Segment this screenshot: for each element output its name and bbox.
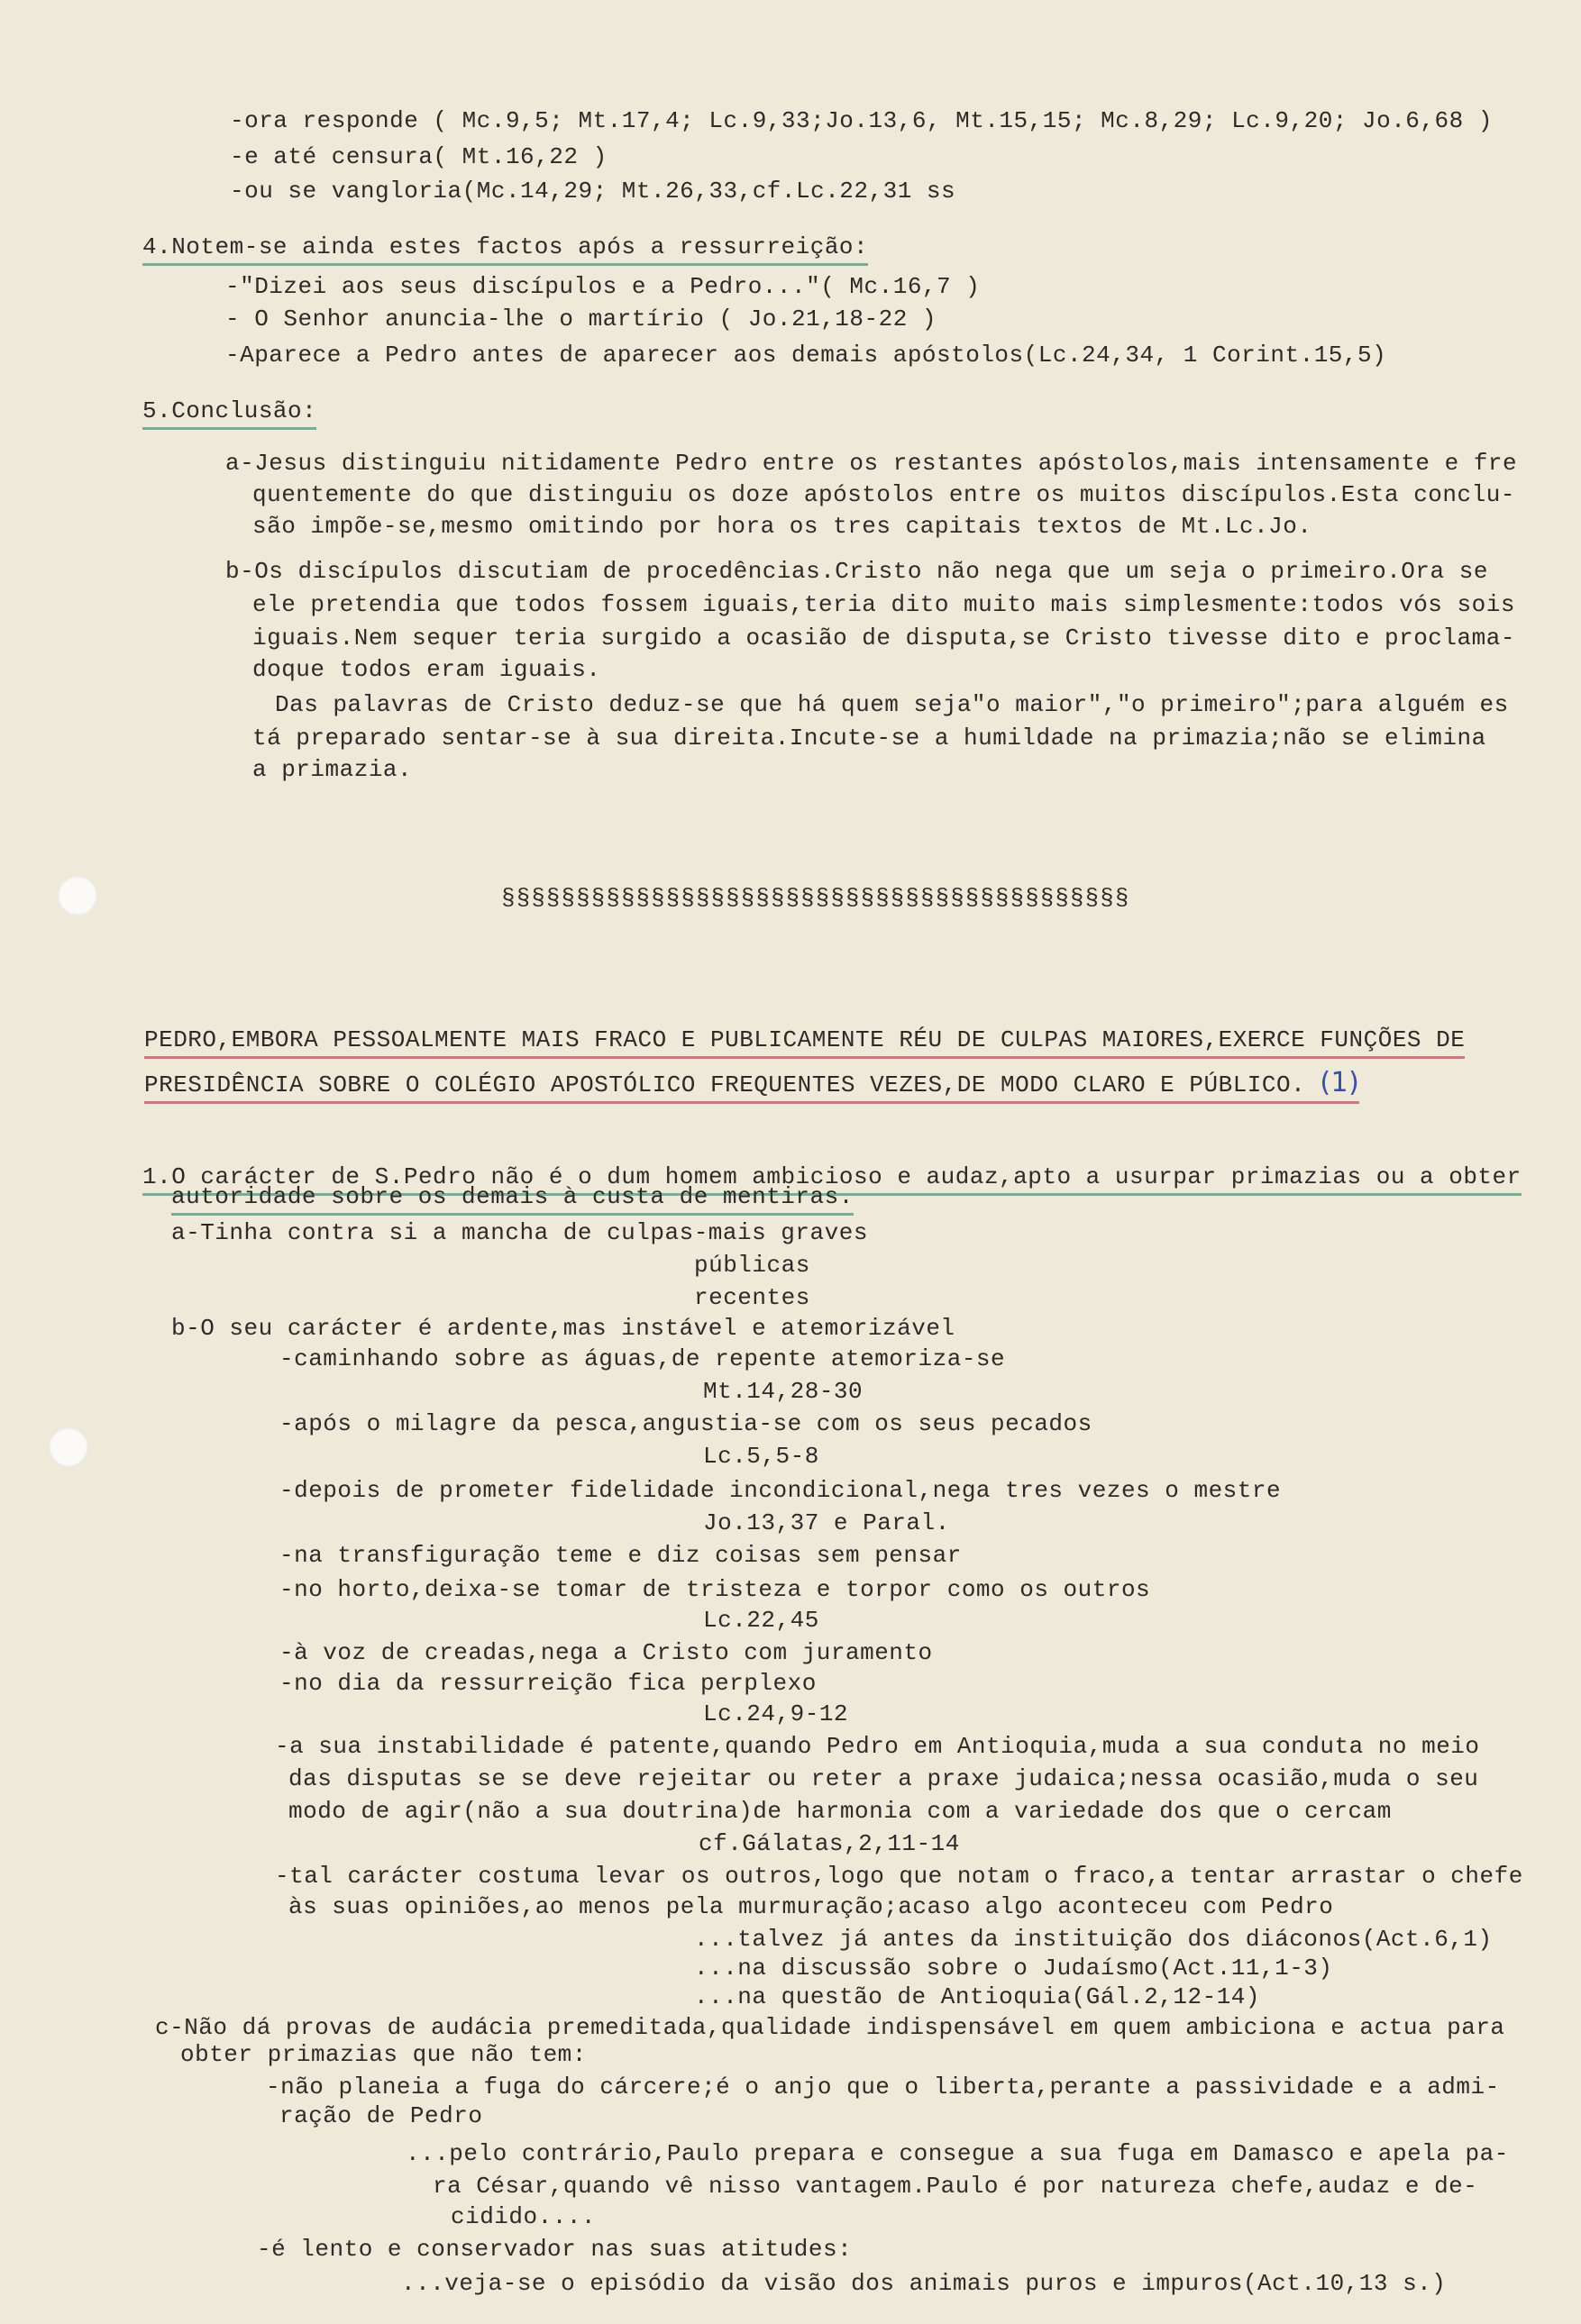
text-line: -ora responde ( Mc.9,5; Mt.17,4; Lc.9,33;Jo.13,6, Mt.15,15; Mc.8,29; Lc.9,20; Jo.6,68 )	[230, 107, 1493, 134]
text-line: ele pretendia que todos fossem iguais,teria dito muito mais simplesmente:todos vós sois	[252, 591, 1515, 618]
section-divider: §§§§§§§§§§§§§§§§§§§§§§§§§§§§§§§§§§§§§§§§§§	[501, 885, 1130, 912]
text-line: a-Tinha contra si a mancha de culpas-mais graves	[171, 1219, 868, 1246]
text-line: b-Os discípulos discutiam de procedências.Cristo não nega que um seja o primeiro.Ora se	[225, 558, 1488, 585]
text-line: Lc.5,5-8	[703, 1443, 819, 1470]
text-line: ...na discussão sobre o Judaísmo(Act.11,1-3)	[694, 1955, 1333, 1982]
footnote-marker: (1)	[1320, 1067, 1360, 1098]
text-line: -"Dizei aos seus discípulos e a Pedro..."( Mc.16,7 )	[225, 273, 981, 300]
text-line: ...veja-se o episódio da visão dos animais puros e impuros(Act.10,13 s.)	[401, 2270, 1447, 2297]
text-line: Jo.13,37 e Paral.	[703, 1509, 950, 1536]
text-line: iguais.Nem sequer teria surgido a ocasião de disputa,se Cristo tivesse dito e proclama-	[252, 624, 1515, 652]
text-line: Lc.24,9-12	[703, 1700, 849, 1727]
text-line: -ou se vangloria(Mc.14,29; Mt.26,33,cf.Lc.22,31 ss	[230, 178, 956, 205]
text-line: -depois de prometer fidelidade incondicional,nega tres vezes o mestre	[279, 1477, 1282, 1504]
punch-hole-bottom	[49, 1427, 88, 1467]
text-line: c-Não dá provas de audácia premeditada,qualidade indispensável em quem ambiciona e actua para	[155, 2014, 1505, 2041]
chapter-title-line-2	[144, 1069, 1359, 1104]
text-line: -no horto,deixa-se tomar de tristeza e torpor como os outros	[279, 1576, 1151, 1603]
text-line: doque todos eram iguais.	[252, 656, 601, 683]
text-line: b-O seu carácter é ardente,mas instável e atemorizável	[171, 1315, 955, 1342]
point-1-heading-cont: autoridade sobre os demais à custa de mentiras.	[171, 1182, 854, 1216]
text-line: recentes	[694, 1284, 810, 1311]
text-line: obter primazias que não tem:	[180, 2041, 587, 2068]
text-line: cf.Gálatas,2,11-14	[699, 1830, 960, 1857]
punch-hole-top	[58, 876, 97, 916]
text-line: ra César,quando vê nisso vantagem.Paulo é por natureza chefe,audaz e de-	[433, 2173, 1478, 2200]
text-line: das disputas se se deve rejeitar ou reter a praxe judaica;nessa ocasião,muda o seu	[288, 1765, 1479, 1792]
text-line: modo de agir(não a sua doutrina)de harmonia com a variedade dos que o cercam	[288, 1798, 1392, 1825]
chapter-title-text: PRESIDÊNCIA SOBRE O COLÉGIO APOSTÓLICO FREQUENTES VEZES,DE MODO CLARO E PÚBLICO.	[144, 1071, 1306, 1098]
text-line: são impõe-se,mesmo omitindo por hora os tres capitais textos de Mt.Lc.Jo.	[252, 513, 1312, 540]
text-line: a-Jesus distinguiu nitidamente Pedro entre os restantes apóstolos,mais intensamente e fre	[225, 450, 1518, 477]
text-line: tá preparado sentar-se à sua direita.Incute-se a humildade na primazia;não se elimina	[252, 725, 1486, 752]
text-line: públicas	[694, 1252, 810, 1279]
text-line: ...na questão de Antioquia(Gál.2,12-14)	[694, 1983, 1260, 2010]
text-line: -a sua instabilidade é patente,quando Pedro em Antioquia,muda a sua conduta no meio	[275, 1733, 1480, 1760]
text-line: -após o milagre da pesca,angustia-se com os seus pecados	[279, 1410, 1092, 1437]
text-line: -no dia da ressurreição fica perplexo	[279, 1670, 817, 1697]
text-line: -na transfiguração teme e diz coisas sem pensar	[279, 1542, 962, 1569]
text-line: a primazia.	[252, 756, 413, 783]
text-line: Lc.22,45	[703, 1607, 819, 1634]
section-4-heading: 4.Notem-se ainda estes factos após a ressurreição:	[142, 232, 868, 266]
text-line: às suas opiniões,ao menos pela murmuração;acaso algo aconteceu com Pedro	[288, 1893, 1334, 1920]
text-line: -não planeia a fuga do cárcere;é o anjo que o liberta,perante a passividade e a admi-	[266, 2073, 1500, 2101]
text-line: ração de Pedro	[279, 2102, 483, 2129]
text-line: - O Senhor anuncia-lhe o martírio ( Jo.21,18-22 )	[225, 305, 937, 333]
point-1-heading: 1.O carácter de S.Pedro não é o dum homem ambicioso e audaz,apto a usurpar primazias ou a obter	[142, 1162, 1522, 1196]
text-line: quentemente do que distinguiu os doze apóstolos entre os muitos discípulos.Esta conclu-	[252, 481, 1515, 508]
text-line: -à voz de creadas,nega a Cristo com juramento	[279, 1639, 933, 1666]
text-line: -Aparece a Pedro antes de aparecer aos demais apóstolos(Lc.24,34, 1 Corint.15,5)	[225, 342, 1387, 369]
text-line: -é lento e conservador nas suas atitudes:	[257, 2236, 853, 2263]
section-5-heading: 5.Conclusão:	[142, 396, 316, 430]
text-line: Mt.14,28-30	[703, 1378, 864, 1405]
text-line: Das palavras de Cristo deduz-se que há quem seja"o maior","o primeiro";para alguém es	[275, 691, 1509, 718]
text-line: -tal carácter costuma levar os outros,logo que notam o fraco,a tentar arrastar o chefe	[275, 1863, 1523, 1890]
text-line: cidido....	[451, 2203, 597, 2230]
text-line: -caminhando sobre as águas,de repente atemoriza-se	[279, 1345, 1006, 1372]
text-line: ...talvez já antes da instituição dos diáconos(Act.6,1)	[694, 1926, 1493, 1953]
chapter-title-line-1: PEDRO,EMBORA PESSOALMENTE MAIS FRACO E PUBLICAMENTE RÉU DE CULPAS MAIORES,EXERCE FUNÇÕES DE	[144, 1025, 1465, 1059]
text-line: ...pelo contrário,Paulo prepara e consegue a sua fuga em Damasco e apela pa-	[406, 2140, 1509, 2167]
text-line: -e até censura( Mt.16,22 )	[230, 143, 608, 170]
